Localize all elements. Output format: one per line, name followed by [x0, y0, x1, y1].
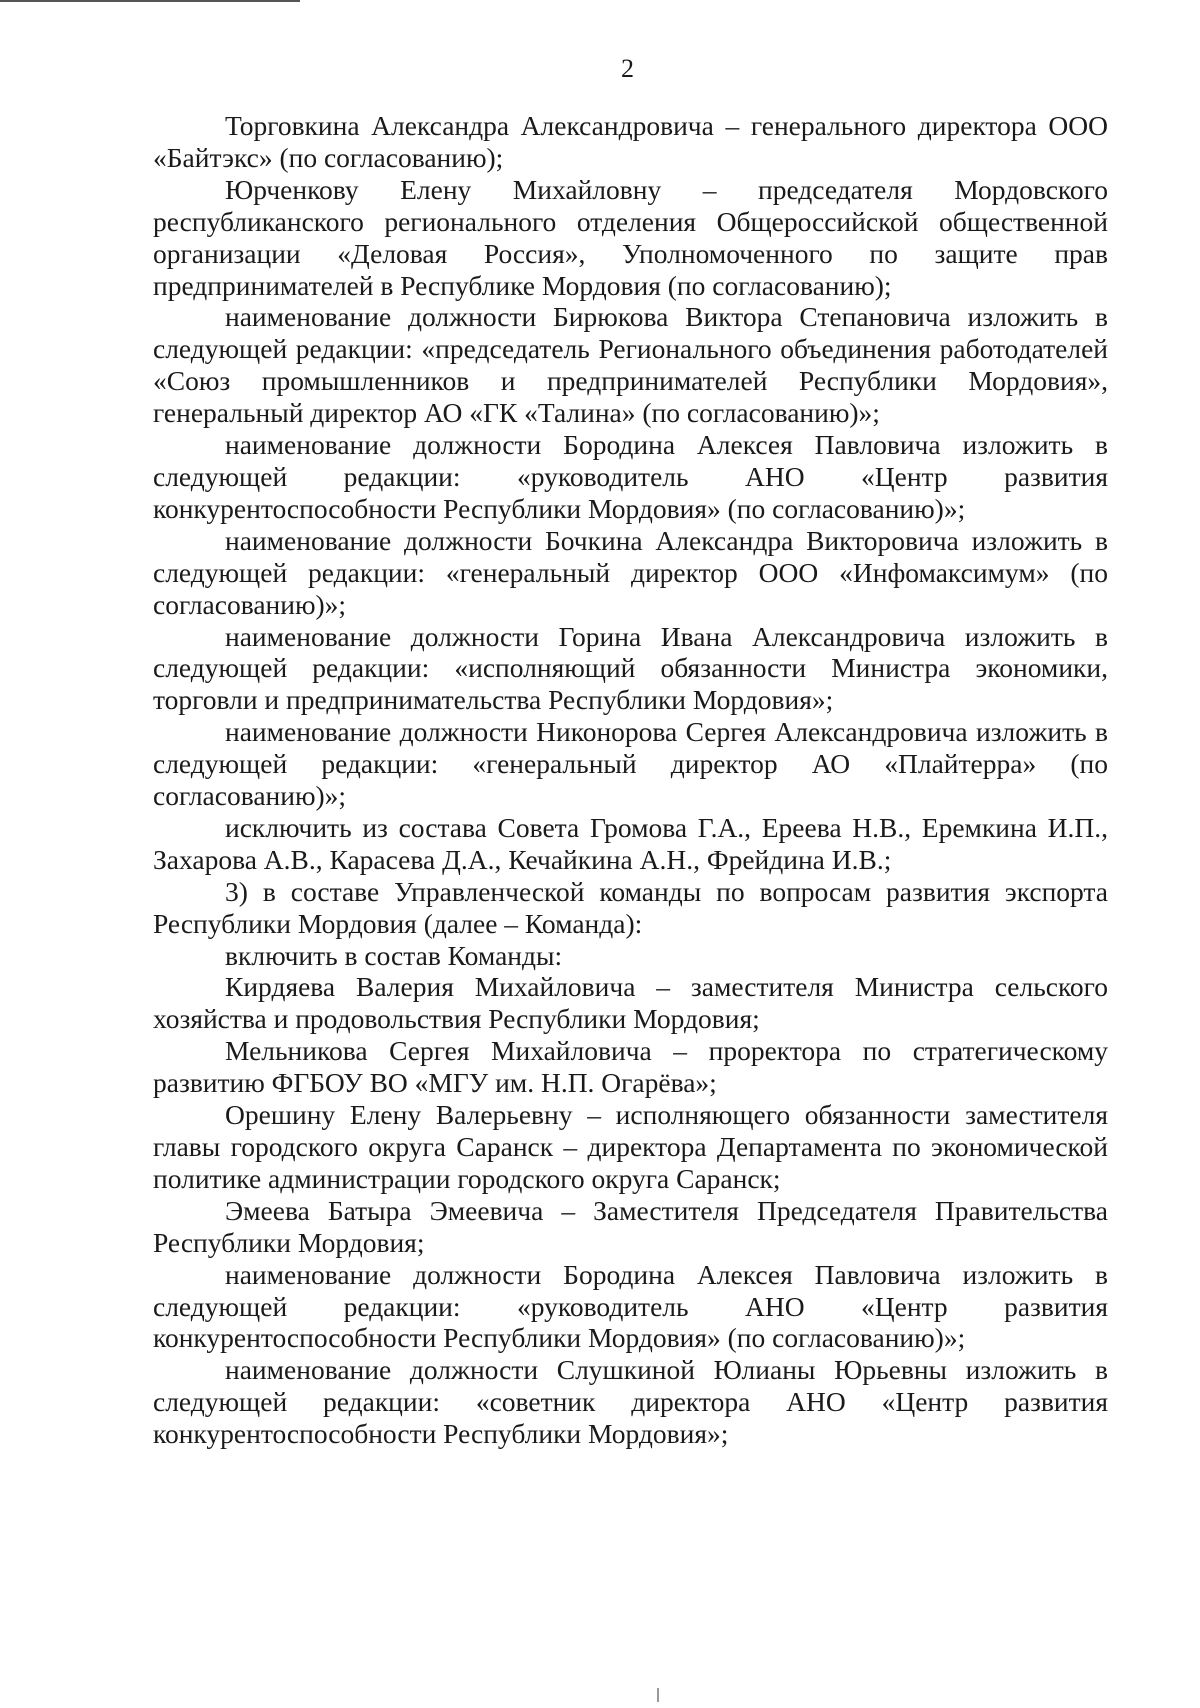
paragraph-kirdyaev: Кирдяева Валерия Михайловича – заместителя Министра сельского хозяйства и продовольствия Республики Мордовия;	[153, 971, 1108, 1035]
scan-mark	[657, 1688, 659, 1702]
paragraph-gorin: наименование должности Горина Ивана Александровича изложить в следующей редакции: «исполняющий обязанности Министра экономики, торговли и предпринимательства Республики Мордовия»;	[153, 620, 1108, 716]
paragraph-bochkin: наименование должности Бочкина Александра Викторовича изложить в следующей редакции: «генеральный директор ООО «Инфомаксимум» (по согласованию)»;	[153, 524, 1108, 620]
paragraph-borodin-team: наименование должности Бородина Алексея Павловича изложить в следующей редакции: «руководитель АНО «Центр развития конкурентоспособности Республики Мордовия» (по согласованию)»;	[153, 1258, 1108, 1354]
paragraph-yurchenkova: Юрченкову Елену Михайловну – председателя Мордовского республиканского регионального отделения Общероссийской общественной организации «Деловая Россия», Уполномоченного по защите прав предпринимателей в Республике Мордовия (по согласованию);	[153, 173, 1108, 301]
paragraph-exclude-members: исключить из состава Совета Громова Г.А., Ереева Н.В., Еремкина И.П., Захарова А.В., Карасева Д.А., Кечайкина А.Н., Фрейдина И.В.;	[153, 811, 1108, 875]
paragraph-torgovkin: Торговкина Александра Александровича – генерального директора ООО «Байтэкс» (по согласованию);	[153, 110, 1108, 173]
paragraph-include-team: включить в состав Команды:	[225, 939, 563, 971]
paragraph-melnikov: Мельникова Сергея Михайловича – проректора по стратегическому развитию ФГБОУ ВО «МГУ им. Н.П. Огарёва»;	[153, 1035, 1108, 1099]
scan-edge-line	[0, 0, 300, 2]
paragraph-item-3: 3) в составе Управленческой команды по вопросам развития экспорта Республики Мордовия (далее – Команда):	[153, 875, 1108, 939]
page-number: 2	[621, 54, 634, 83]
document-body	[153, 110, 1108, 1450]
paragraph-emeev: Эмеева Батыра Эмеевича – Заместителя Председателя Правительства Республики Мордовия;	[153, 1194, 1108, 1258]
paragraph-biryukov: наименование должности Бирюкова Виктора Степановича изложить в следующей редакции: «председатель Регионального объединения работодателей «Союз промышленников и предпринимателей Республики Мордовия», генеральный директор АО «ГК «Талина» (по согласованию)»;	[153, 301, 1108, 429]
paragraph-oreshina: Орешину Елену Валерьевну – исполняющего обязанности заместителя главы городского округа Саранск – директора Департамента по экономической политике администрации городского округа Саранск;	[153, 1099, 1108, 1194]
paragraph-borodin: наименование должности Бородина Алексея Павловича изложить в следующей редакции: «руководитель АНО «Центр развития конкурентоспособности Республики Мордовия» (по согласованию)»;	[153, 429, 1108, 524]
paragraph-slushkina: наименование должности Слушкиной Юлианы Юрьевны изложить в следующей редакции: «советник директора АНО «Центр развития конкурентоспособности Республики Мордовия»;	[153, 1354, 1108, 1450]
paragraph-nikonorov: наименование должности Никонорова Сергея Александровича изложить в следующей редакции: «генеральный директор АО «Плайтерра» (по согласованию)»;	[153, 716, 1108, 812]
